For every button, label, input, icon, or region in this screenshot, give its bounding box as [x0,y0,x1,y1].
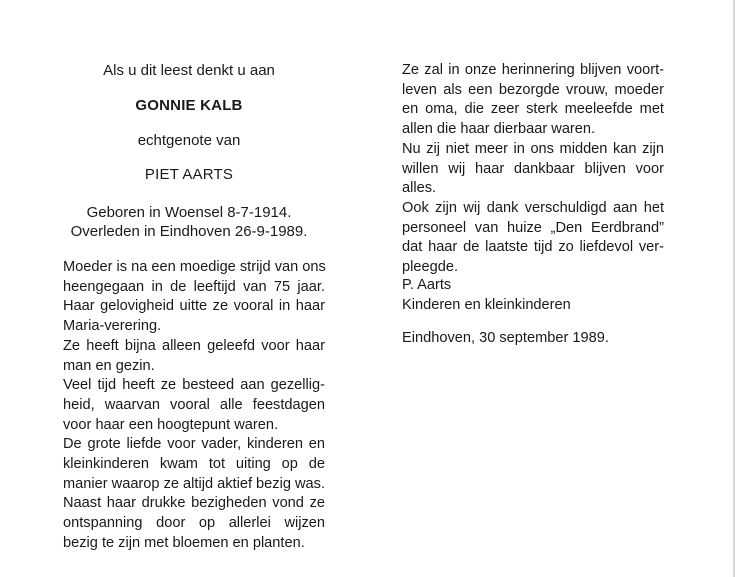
body-line: De grote liefde voor vader, kinderen en [63,436,325,453]
deceased-name: GONNIE KALB [135,97,243,114]
spouse-name: PIET AARTS [144,166,234,183]
body-line: en oma, die zeer sterk meeleefde met [402,101,664,118]
spouse-label: echtgenote van [137,132,241,149]
body-line: heengegaan in de leeftijd van 75 jaar. [63,278,325,295]
body-line: heid, waarvan vooral alle feestdagen [63,396,325,413]
signoff [402,276,664,315]
right-body-text [402,61,664,278]
birth-line: Geboren in Woensel 8-7-1914. [86,204,292,221]
body-line: kleinkinderen kwam tot uiting op de [63,456,325,473]
body-line: Moeder is na een moedige strijd van ons [63,259,326,275]
body-line: alles. [402,180,437,197]
body-line: bezig te zijn met bloemen en planten. [63,534,305,551]
left-body-text [63,258,325,554]
place-date: Eindhoven, 30 september 1989. [402,330,609,346]
body-line: willen wij haar dankbaar blijven voor [402,160,664,177]
body-line: manier waarop ze altijd aktief bezig was. [63,475,326,492]
body-line: Naast haar drukke bezigheden vond ze [63,495,325,512]
body-line: pleegde. [402,259,458,276]
body-line: personeel van huize „Den Eerdbrand” [402,219,664,236]
body-line: voor haar een hoogtepunt waren. [63,416,279,433]
body-line: man en gezin. [63,357,155,374]
body-line: Veel tijd heeft ze besteed aan gezellig- [63,377,325,394]
body-line: Ze zal in onze herinnering blijven voort- [402,62,664,78]
signoff-name: P. Aarts [402,277,452,293]
body-line: Nu zij niet meer in ons midden kan zijn [402,140,664,157]
signoff-family: Kinderen en kleinkinderen [402,296,571,313]
death-line: Overleden in Eindhoven 26-9-1989. [70,223,308,240]
body-line: leven als een bezorgde vrouw, moeder [402,81,664,98]
body-line: allen die haar dierbaar waren. [402,121,596,138]
intro-text: Als u dit leest denkt u aan [103,62,275,79]
body-line: dat haar de laatste tijd zo liefdevol ver- [402,239,664,256]
body-line: Ook zijn wij dank verschuldigd aan het [402,199,664,216]
body-line: ontspanning door op allerlei wijzen [63,515,325,532]
body-line: Ze heeft bijna alleen geleefd voor haar [63,337,325,354]
body-line: Haar gelovigheid uitte ze vooral in haar [63,298,325,315]
body-line: Maria-verering. [63,318,162,335]
life-dates [58,203,320,241]
